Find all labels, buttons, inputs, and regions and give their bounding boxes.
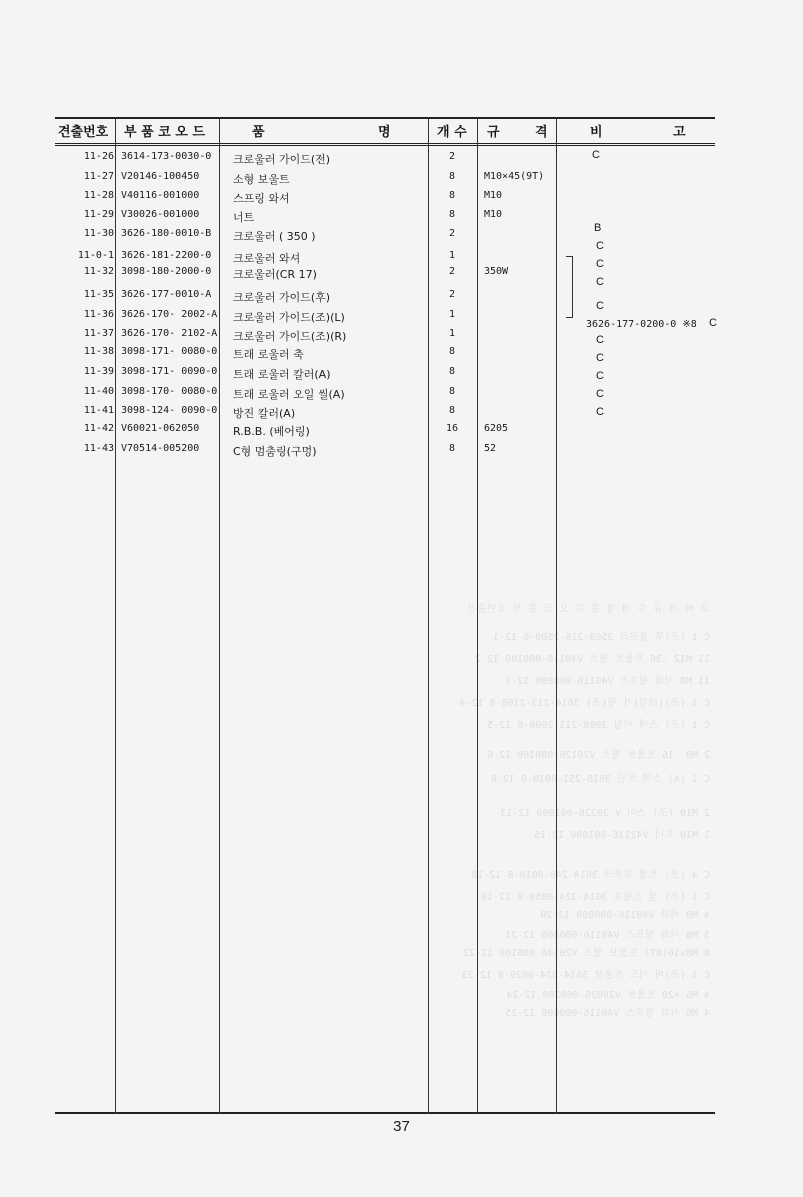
remark-grade: C [596,334,604,346]
remark-note: 3626-177-0200-0 ※8 [586,319,697,330]
part-code: 3614-173-0030-0 [121,151,212,162]
part-spec: 350W [484,266,509,277]
part-code: 3098-171- 0090-0 [121,366,218,377]
part-quantity: 1 [448,309,456,320]
part-number: 11-41 [83,405,114,416]
part-code: 3098-180-2000-0 [121,266,212,277]
table-row [0,386,803,405]
page-number: 37 [393,1118,410,1135]
part-code: 3098-170- 0080-0 [121,386,218,397]
part-code: 3098-171- 0080-0 [121,346,218,357]
part-quantity: 8 [448,386,456,397]
part-number: 11-30 [83,228,114,239]
table-row [0,266,803,285]
part-number: 11-40 [83,386,114,397]
part-number: 11-43 [83,443,114,454]
grouping-bracket [566,256,573,318]
header-bottom-rule-2 [55,145,715,146]
table-row [0,151,803,170]
part-spec: M10 [484,190,503,201]
part-spec: 52 [484,443,497,454]
part-code: V40116-001000 [121,190,200,201]
part-spec: M10×45(9T) [484,171,545,182]
header-spec-a: 규 [487,125,500,140]
remark-grade: C [596,240,604,252]
table-row [0,171,803,190]
header-name-b: 명 [378,125,391,140]
remark-grade: C [596,370,604,382]
table-row [0,190,803,209]
part-number: 11-42 [83,423,114,434]
part-number: 11-36 [83,309,114,320]
part-number: 11-37 [83,328,114,339]
part-name: 방진 칼러(A) [233,407,296,420]
part-number: 11-29 [83,209,114,220]
part-name: 스프링 와셔 [233,192,290,205]
part-code: V60021-062050 [121,423,200,434]
part-quantity: 8 [448,209,456,220]
part-name: 크로울러 와셔 [233,252,301,265]
header-spec-b: 격 [535,125,548,140]
part-code: 3626-170- 2102-A [121,328,218,339]
remark-grade: C [596,406,604,418]
table-row [0,443,803,462]
part-name: 크로울러 가이드(후) [233,291,331,304]
header-remark-a: 비 [590,125,603,140]
part-quantity: 2 [448,266,456,277]
part-quantity: 8 [448,190,456,201]
part-quantity: 1 [448,250,456,261]
part-code: V30026-001000 [121,209,200,220]
remark-grade: C [596,352,604,364]
part-quantity: 8 [448,346,456,357]
part-name: 트래 로울러 오일 씰(A) [233,388,345,401]
part-quantity: 2 [448,228,456,239]
remark-grade: C [596,276,604,288]
part-number: 11-28 [83,190,114,201]
reverse-side-bleed: 고 비 격 규 수 개 명 품 드 오 코 품 부 호번출견 C 1 (조)루 울로크 3569-216-2500-6 12-1 11 M12 -36 트울보 형소 V40116-000100 12-2 11 M8 셔와 링프스 V40116-000800 12-3 C 1 (조)(레일)가 링(조) 3614-213-2100-0 12-4 C 1 (조) 스액 이링 3088-211-2600-0 12-5 2 M8 -16 트울보 형소 V20126-080160 12-6 C 1 (A) 스액 트인 3618-251-0010-0 12-8 2 M10 (조) 스이 V 30226-001000 12-13 1 M10 드너 V42116-001000 12-15 C 4 (조) 트셀 부무크 3614-240-0010-8 12-18 C 1 (조) 셀 스링프 3014-324-0050-0 12-19 4 M8 셔와 V40116-000800 12-20 3 M8 셔와 링프스 V40116-000800 12-21 8 M8×16(8T) 트울보 형소 V20146-080160 12-22 C 1 (조)퍼 이드 트울보 3614-324-0020-8 12-23 4 M6 ×20 트울보 V20026-060200 12-24 4 M6 셔와 링프스 V40116-000600 12-25 [459,604,710,1019]
table-row [0,405,803,424]
part-quantity: 1 [448,328,456,339]
part-name: 크로울러 가이드(조)(R) [233,330,347,343]
part-code: V70514-005200 [121,443,200,454]
part-number: 11-39 [83,366,114,377]
remark-grade: C [596,388,604,400]
remark-grade: C [592,149,600,161]
header-top-rule [55,117,715,119]
table-row [0,289,803,308]
table-bottom-rule [55,1112,715,1114]
table-row [0,209,803,228]
remark-grade: C [596,258,604,270]
part-number: 11-0-1 [77,250,114,261]
remark-grade: B [594,222,602,234]
part-number: 11-38 [83,346,114,357]
part-code: 3626-177-0010-A [121,289,212,300]
header-code: 부 품 코 오 드 [124,125,205,140]
part-name: R.B.B. (베어링) [233,425,310,438]
part-code: 3098-124- 0090-0 [121,405,218,416]
part-code: V20146-100450 [121,171,200,182]
part-code: 3626-181-2200-0 [121,250,212,261]
part-code: 3626-170- 2002-A [121,309,218,320]
part-name: C형 멈춤링(구멍) [233,445,317,458]
part-number: 11-35 [83,289,114,300]
part-number: 11-27 [83,171,114,182]
part-number: 11-32 [83,266,114,277]
header-no: 견출번호 [58,125,109,140]
part-name: 크로울러 가이드(전) [233,153,331,166]
table-row [0,423,803,442]
part-quantity: 2 [448,289,456,300]
remark-note-grade: C [709,317,717,329]
table-row [0,346,803,365]
table-row [0,328,803,347]
header-bottom-rule [55,143,715,144]
table-row [0,228,803,247]
header-qty: 개 수 [437,125,467,140]
part-code: 3626-180-0010-B [121,228,212,239]
part-spec: M10 [484,209,503,220]
part-quantity: 16 [445,423,459,434]
header-remark-b: 고 [673,125,686,140]
part-quantity: 8 [448,443,456,454]
part-quantity: 2 [448,151,456,162]
part-name: 크로울러 가이드(조)(L) [233,311,345,324]
part-name: 소형 보울트 [233,173,290,186]
part-spec: 6205 [484,423,509,434]
part-name: 크로울러 ( 350 ) [233,230,316,243]
part-number: 11-26 [83,151,114,162]
part-name: 트래 로울러 축 [233,348,304,361]
table-row [0,366,803,385]
part-name: 크로울러(CR 17) [233,268,317,281]
part-name: 너트 [233,211,255,224]
part-quantity: 8 [448,366,456,377]
remark-grade: C [596,300,604,312]
part-name: 트래 로울러 칼러(A) [233,368,331,381]
part-quantity: 8 [448,405,456,416]
part-quantity: 8 [448,171,456,182]
header-name-a: 품 [252,125,265,140]
